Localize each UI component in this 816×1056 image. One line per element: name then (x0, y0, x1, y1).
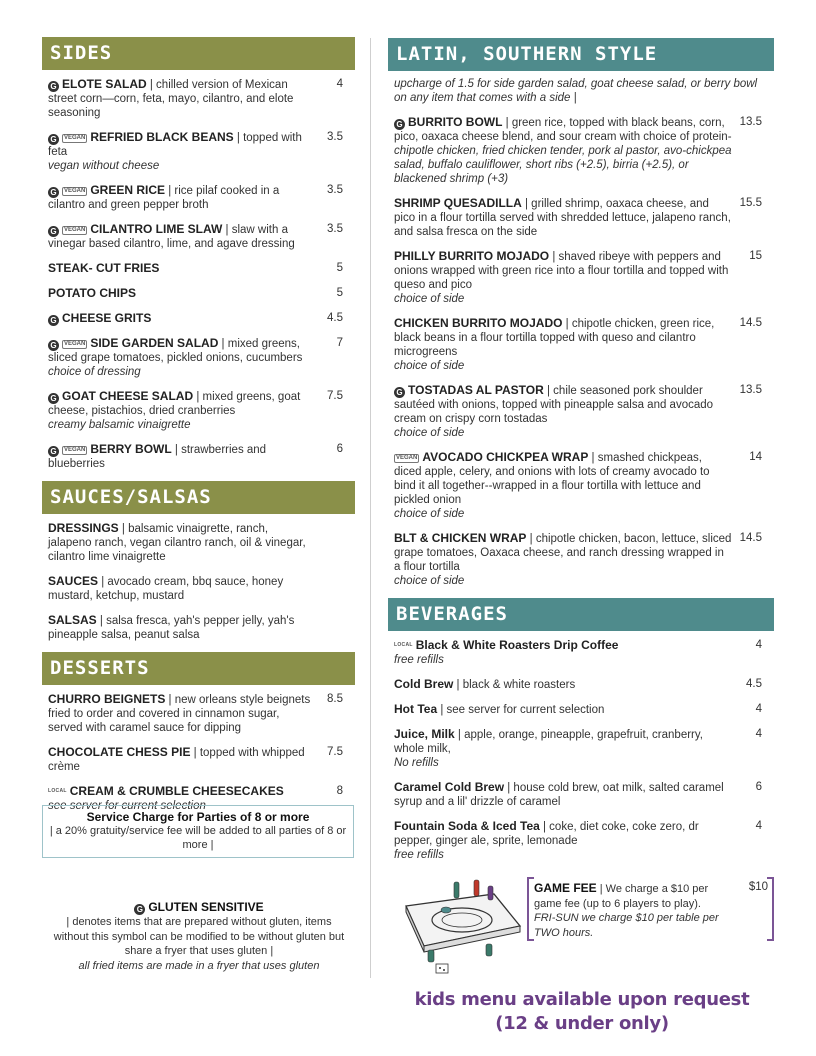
vegan-icon: VEGAN (64, 447, 86, 453)
service-charge-title: Service Charge for Parties of 8 or more (86, 810, 310, 824)
menu-item (394, 638, 768, 667)
item-description: | chile seasoned pork shoulder sautéed with onions, topped with pineapple salsa and avocado cream on crispy corn tostadas (394, 385, 714, 425)
vegan-icon: VEGAN (64, 188, 86, 194)
gluten-free-icon: G (394, 387, 405, 398)
item-note: choice of side (394, 293, 465, 305)
item-description: | avocado cream, bbq sauce, honey mustard, ketchup, mustard (48, 576, 284, 602)
game-fee-box (527, 877, 774, 941)
game-fee-name: GAME FEE (534, 881, 597, 895)
item-name: CILANTRO LIME SLAW (90, 222, 223, 236)
vegan-icon: VEGAN (64, 135, 86, 141)
menu-item (48, 389, 349, 432)
game-fee-right-bracket (767, 877, 774, 941)
item-name: SALSAS (48, 613, 97, 627)
menu-item (394, 677, 768, 692)
menu-item (48, 130, 349, 173)
menu-item (48, 336, 349, 379)
gluten-free-icon: G (48, 187, 59, 198)
item-name: SAUCES (48, 574, 99, 588)
item-note: see server for current selection (48, 800, 206, 812)
sauces-list (42, 514, 355, 642)
item-price: 6 (336, 443, 343, 455)
menu-item (394, 780, 768, 809)
item-name: AVOCADO CHICKPEA WRAP (422, 450, 589, 464)
service-charge-text: | a 20% gratuity/service fee will be added to all parties of 8 or more | (49, 825, 347, 851)
menu-item (394, 531, 768, 588)
item-description: | house cold brew, oat milk, salted caramel syrup and a lil' drizzle of caramel (394, 782, 724, 808)
menu-item (48, 745, 349, 774)
item-name: BURRITO BOWL (408, 115, 503, 129)
item-name: Caramel Cold Brew (394, 780, 505, 794)
kids-menu-line1: kids menu available upon request (414, 989, 750, 1010)
item-note: choice of side (394, 427, 465, 439)
local-icon: LOCAL (48, 788, 67, 794)
game-fee-price: $10 (748, 881, 768, 893)
menu-item (394, 727, 768, 770)
item-name: TOSTADAS AL PASTOR (408, 383, 544, 397)
item-price: 13.5 (739, 384, 762, 396)
gluten-sensitive-title: G GLUTEN SENSITIVE (50, 900, 348, 915)
item-note: creamy balsamic vinaigrette (48, 419, 191, 431)
latin-header: LATIN, SOUTHERN STYLE (388, 38, 774, 71)
game-fee-desc: | We charge a $10 per game fee (up to 6 players to play). (534, 883, 709, 910)
kids-menu-line2: (12 & under only) (495, 1013, 669, 1034)
item-note: choice of side (394, 575, 465, 587)
menu-item (48, 286, 349, 301)
item-note: choice of side (394, 508, 465, 520)
item-description: | coke, diet coke, coke zero, dr pepper, ginger ale, sprite, lemonade (394, 821, 699, 847)
item-name: CREAM & CRUMBLE CHEESECAKES (69, 784, 284, 798)
item-note: choice of side (394, 360, 465, 372)
item-note: free refills (394, 849, 444, 861)
menu-item (394, 316, 768, 373)
item-note: vegan without cheese (48, 160, 160, 172)
menu-item (394, 115, 768, 186)
item-price: 14.5 (739, 532, 762, 544)
column-divider (370, 38, 371, 978)
item-description: | topped with feta (48, 132, 302, 158)
menu-item (394, 819, 768, 862)
item-description: | topped with whipped crème (48, 747, 305, 773)
item-price: 7.5 (327, 746, 343, 758)
gluten-free-icon: G (48, 393, 59, 404)
item-name: REFRIED BLACK BEANS (90, 130, 234, 144)
right-column (388, 38, 774, 872)
sides-header: SIDES (42, 37, 355, 70)
item-price: 4 (336, 78, 343, 90)
sauces-header: SAUCES/SALSAS (42, 481, 355, 514)
gluten-free-icon: G (48, 340, 59, 351)
item-price: 13.5 (739, 116, 762, 128)
item-price: 4 (755, 703, 762, 715)
item-name: BERRY BOWL (90, 442, 172, 456)
item-price: 8.5 (327, 693, 343, 705)
item-description: | rice pilaf cooked in a cilantro and green pepper broth (48, 185, 280, 211)
latin-section (388, 38, 774, 588)
kids-menu-note (412, 988, 752, 1036)
gluten-free-icon: G (134, 904, 145, 915)
vegan-icon: VEGAN (64, 227, 86, 233)
item-description: | black & white roasters (453, 679, 576, 691)
item-description: | chipotle chicken, green rice, black beans in a flour tortilla topped with queso and cilantro microgreens (394, 318, 715, 358)
desserts-section (42, 652, 355, 813)
item-description: | balsamic vinaigrette, ranch, jalapeno ranch, vegan cilantro ranch, oil & vinegar, cilantro lime vinaigrette (48, 523, 306, 563)
item-price: 4.5 (746, 678, 762, 690)
item-description: | grilled shrimp, oaxaca cheese, and pico in a flour tortilla served with shredded lettuce, jalapeno ranch, and salsa fresca on the side (394, 198, 731, 238)
left-column (42, 37, 355, 823)
gluten-free-icon: G (48, 226, 59, 237)
board-game-illustration (398, 872, 526, 976)
item-name: STEAK- CUT FRIES (48, 261, 160, 275)
item-description: | mixed greens, goat cheese, pistachios, dried cranberries (48, 391, 301, 417)
item-name: Juice, Milk (394, 727, 455, 741)
gluten-free-icon: G (48, 81, 59, 92)
item-price: 14.5 (739, 317, 762, 329)
beverages-header: BEVERAGES (388, 598, 774, 631)
item-price: 6 (755, 781, 762, 793)
item-name: GOAT CHEESE SALAD (62, 389, 194, 403)
menu-item (48, 692, 349, 735)
item-name: PHILLY BURRITO MOJADO (394, 249, 550, 263)
beverages-section (388, 598, 774, 862)
gluten-free-icon: G (394, 119, 405, 130)
sauces-section (42, 481, 355, 642)
menu-item (48, 311, 349, 326)
item-name: Black & White Roasters Drip Coffee (415, 638, 619, 652)
menu-item (48, 521, 349, 564)
item-description: | new orleans style beignets fried to order and covered in cinnamon sugar, served with caramel sauce for dipping (48, 694, 311, 734)
item-description: | salsa fresca, yah's pepper jelly, yah's pineapple salsa, peanut salsa (48, 615, 295, 641)
menu-item (394, 450, 768, 521)
sides-list (42, 70, 355, 471)
item-name: POTATO CHIPS (48, 286, 137, 300)
item-description: | see server for current selection (437, 704, 605, 716)
item-price: 14 (749, 451, 762, 463)
menu-item (394, 196, 768, 239)
item-price: 4 (755, 639, 762, 651)
item-description: | chilled version of Mexican street corn—corn, feta, mayo, cilantro, and elote seasoning (48, 79, 294, 119)
item-description: | shaved ribeye with peppers and onions wrapped with green rice into a flour tortilla and topped with queso and pico (394, 251, 729, 291)
item-name: SIDE GARDEN SALAD (90, 336, 219, 350)
item-name: CHEESE GRITS (62, 311, 152, 325)
latin-upcharge-note: upcharge of 1.5 for side garden salad, goat cheese salad, or berry bowl on any item that comes with a side | (394, 78, 758, 104)
item-description: | slaw with a vinegar based cilantro, lime, and agave dressing (48, 224, 295, 250)
gluten-free-icon: G (48, 315, 59, 326)
latin-list (388, 115, 774, 588)
item-price: 4 (755, 820, 762, 832)
gluten-sensitive-text: | denotes items that are prepared without gluten, items without this symbol can be modified to be without gluten but share a fryer that uses gluten | (53, 916, 345, 957)
desserts-header: DESSERTS (42, 652, 355, 685)
menu-item (48, 183, 349, 212)
menu-item (48, 77, 349, 120)
item-price: 3.5 (327, 223, 343, 235)
item-description: | apple, orange, pineapple, grapefruit, cranberry, whole milk, (394, 729, 703, 755)
item-name: ELOTE SALAD (62, 77, 147, 91)
item-price: 3.5 (327, 131, 343, 143)
vegan-icon: VEGAN (396, 455, 418, 461)
item-price: 15.5 (739, 197, 762, 209)
item-price: 7 (336, 337, 343, 349)
menu-item (48, 442, 349, 471)
item-price: 15 (749, 250, 762, 262)
item-note: choice of dressing (48, 366, 141, 378)
gluten-sensitive-note (50, 900, 348, 973)
item-description: | green rice, topped with black beans, corn, pico, oaxaca cheese blend, and sour cream with choice of protein- (394, 117, 732, 143)
gluten-free-icon: G (48, 134, 59, 145)
menu-item (48, 613, 349, 642)
item-price: 8 (336, 785, 343, 797)
menu-item (394, 249, 768, 306)
item-price: 5 (336, 287, 343, 299)
game-fee-text (534, 881, 724, 940)
item-price: 4 (755, 728, 762, 740)
item-name: Fountain Soda & Iced Tea (394, 819, 540, 833)
local-icon: LOCAL (394, 642, 413, 648)
item-name: Cold Brew (394, 677, 454, 691)
service-charge-box (42, 805, 354, 858)
gluten-free-icon: G (48, 446, 59, 457)
menu-item (394, 383, 768, 440)
item-note: No refills (394, 757, 439, 769)
item-name: CHICKEN BURRITO MOJADO (394, 316, 563, 330)
sides-section (42, 37, 355, 471)
gluten-fryer-note: all fried items are made in a fryer that uses gluten (78, 959, 320, 972)
item-description: | chipotle chicken, bacon, lettuce, sliced grape tomatoes, Oaxaca cheese, and ranch dressing wrapped in a flour tortilla (394, 533, 732, 573)
item-name: Hot Tea (394, 702, 438, 716)
item-name: DRESSINGS (48, 521, 119, 535)
item-name: GREEN RICE (90, 183, 166, 197)
item-note: chipotle chicken, fried chicken tender, pork al pastor, avo-chickpea salad, buffalo cauliflower, short ribs (+2.5), birria (+2.5), or blackened shrimp (+3) (394, 145, 732, 185)
item-note: free refills (394, 654, 444, 666)
menu-item (48, 261, 349, 276)
vegan-icon: VEGAN (64, 341, 86, 347)
game-fee-note: FRI-SUN we charge $10 per table per TWO hours. (534, 912, 719, 939)
item-description: | smashed chickpeas, diced apple, celery, and onions with lots of creamy avocado to bind it all together--wrapped in a flour tortilla with lettuce and pickled onion (394, 452, 710, 506)
desserts-list (42, 685, 355, 813)
game-fee-left-bracket (527, 877, 534, 941)
item-price: 7.5 (327, 390, 343, 402)
item-name: CHOCOLATE CHESS PIE (48, 745, 191, 759)
item-price: 3.5 (327, 184, 343, 196)
item-description: | strawberries and blueberries (48, 444, 267, 470)
item-name: SHRIMP QUESADILLA (394, 196, 522, 210)
menu-item (48, 574, 349, 603)
item-name: CHURRO BEIGNETS (48, 692, 166, 706)
menu-item (394, 702, 768, 717)
item-name: BLT & CHICKEN WRAP (394, 531, 527, 545)
menu-item (48, 222, 349, 251)
item-price: 4.5 (327, 312, 343, 324)
item-description: | mixed greens, sliced grape tomatoes, pickled onions, cucumbers (48, 338, 303, 364)
item-price: 5 (336, 262, 343, 274)
beverages-list (388, 631, 774, 862)
